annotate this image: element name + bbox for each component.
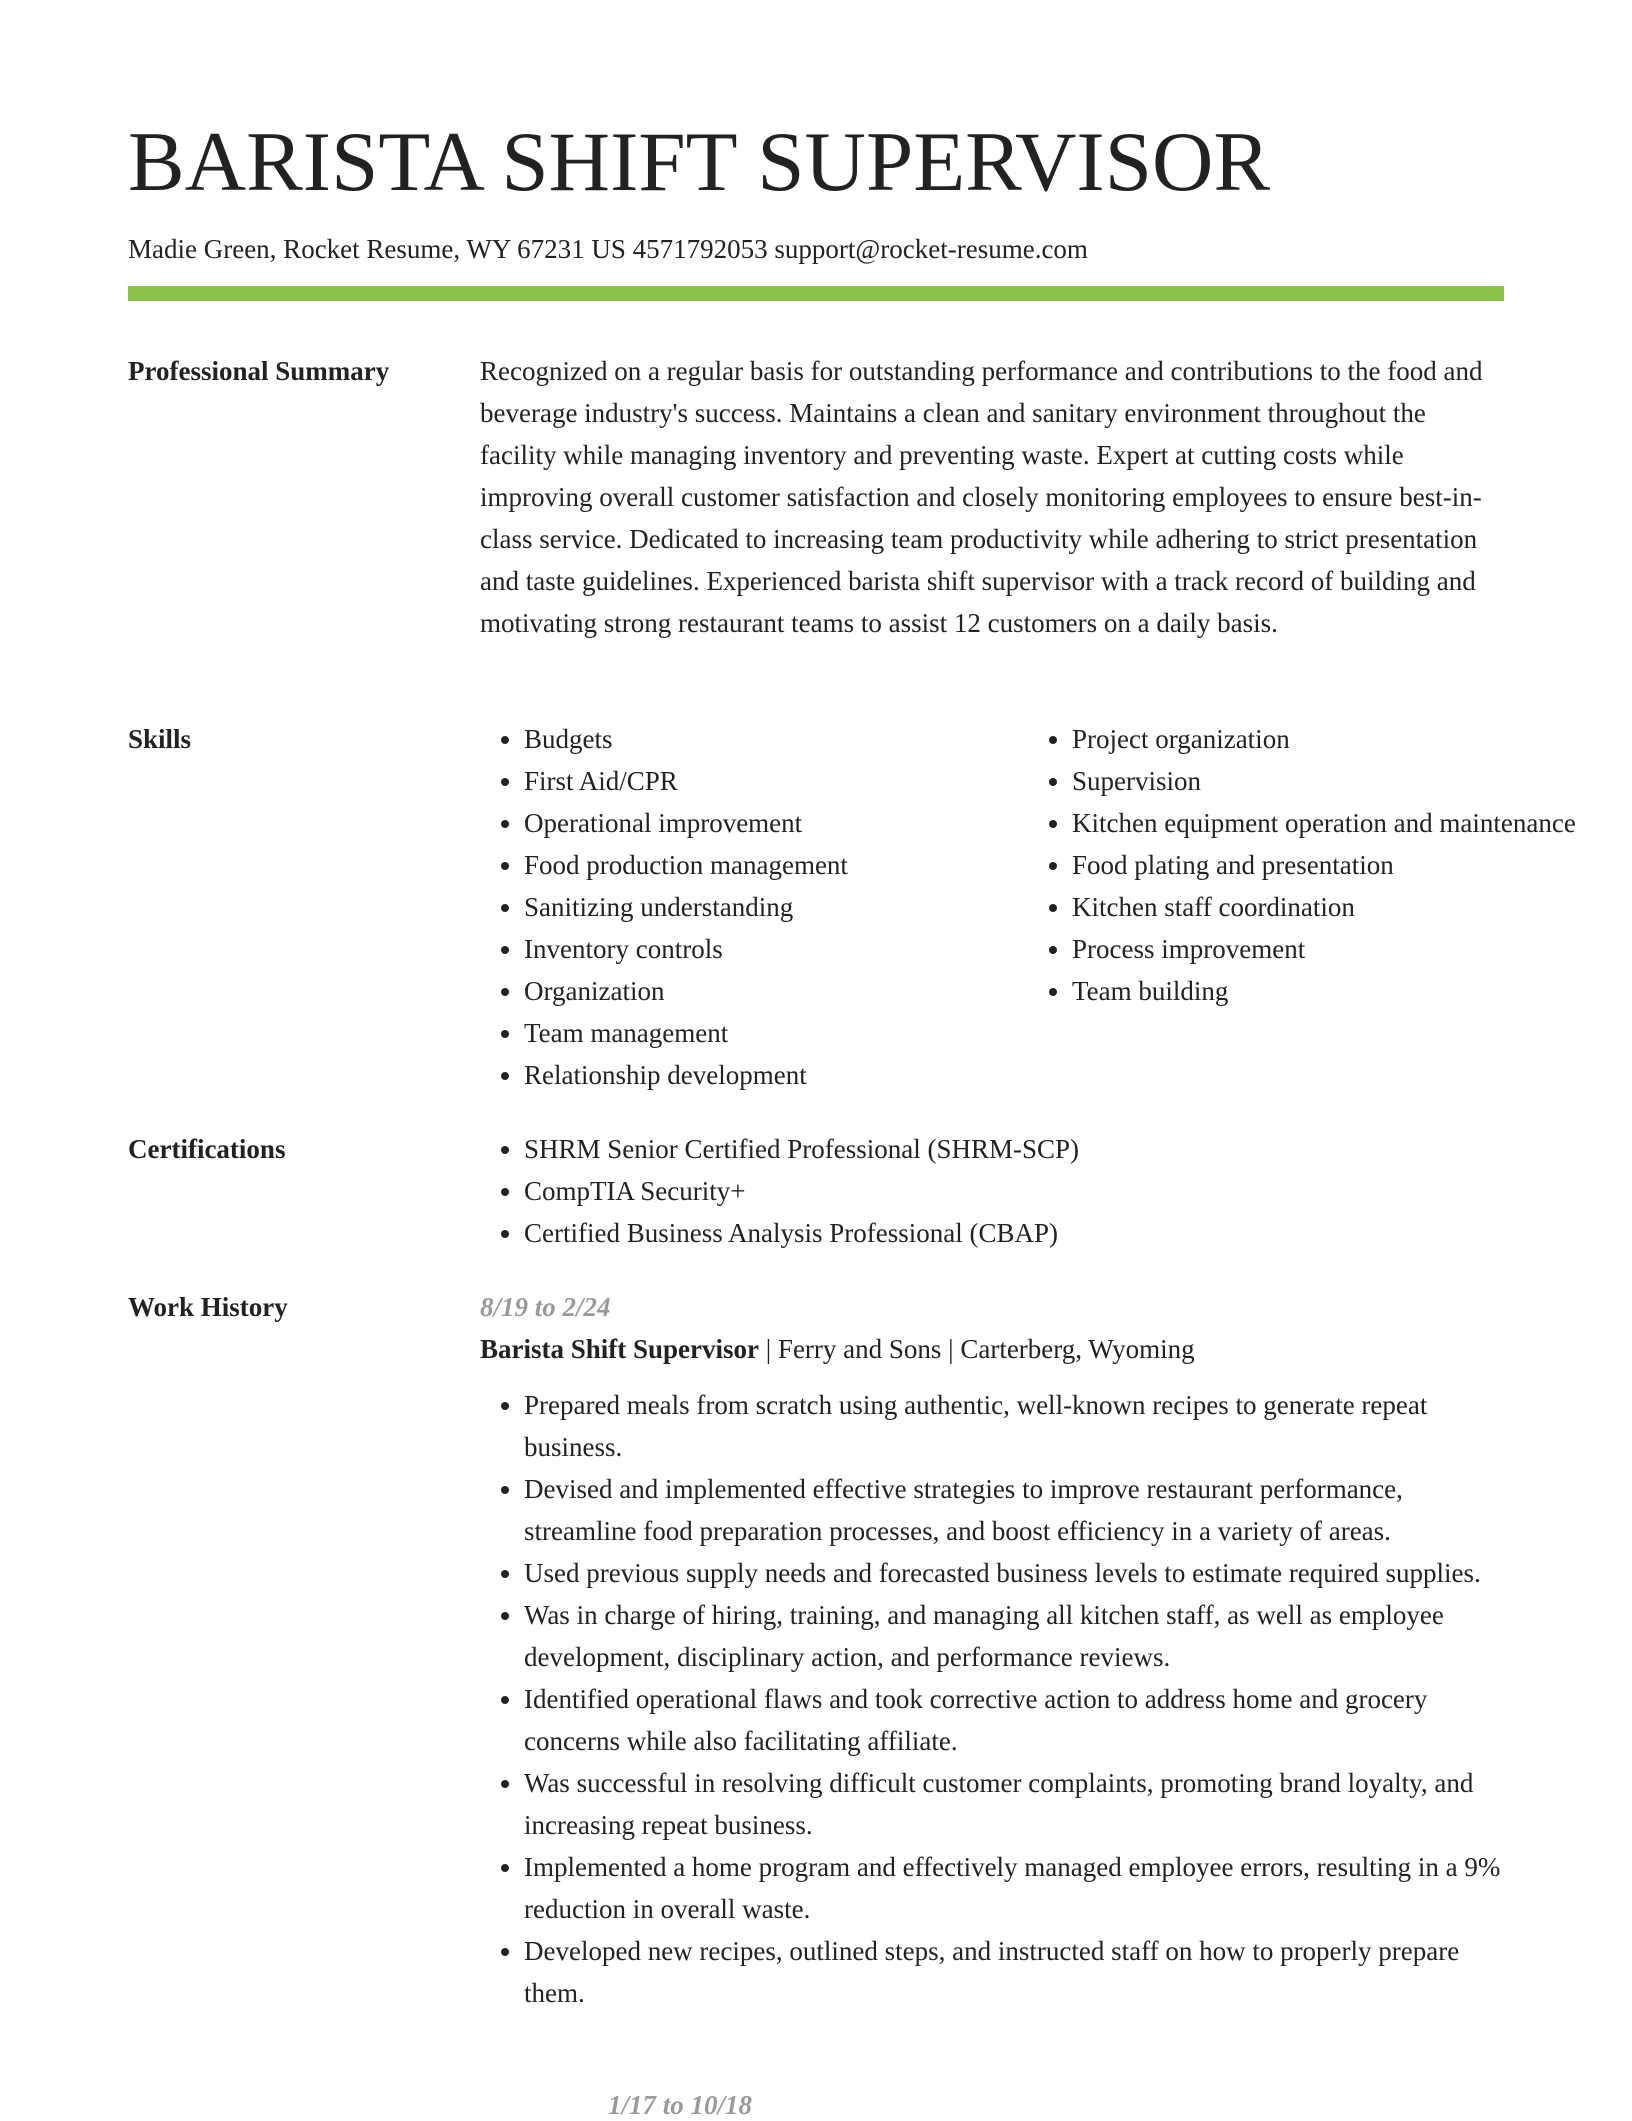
list-item: • Food production management xyxy=(524,844,1028,886)
page-title: BARISTA SHIFT SUPERVISOR xyxy=(128,115,1271,209)
job-dates: 8/19 to 2/24 xyxy=(480,1292,611,1322)
list-item: • Devised and implemented effective strategies to improve restaurant performance, streamline food preparation processes, and boost efficiency in a variety of areas. xyxy=(524,1468,1504,1552)
list-item: • Food plating and presentation xyxy=(1072,844,1576,886)
skills-list-right xyxy=(1028,718,1576,1096)
list-item: • Certified Business Analysis Professional (CBAP) xyxy=(524,1212,1504,1254)
list-item: • First Aid/CPR xyxy=(524,760,1028,802)
list-item: • Sanitizing understanding xyxy=(524,886,1028,928)
section-label: Certifications xyxy=(128,1134,286,1164)
list-item: • Team management xyxy=(524,1012,1028,1054)
list-item: • Supervision xyxy=(1072,760,1576,802)
contact-line: Madie Green, Rocket Resume, WY 67231 US 4571792053 support@rocket-resume.com xyxy=(128,234,1088,264)
list-item: • Used previous supply needs and forecasted business levels to estimate required supplies. xyxy=(524,1552,1504,1594)
list-item: • Team building xyxy=(1072,970,1576,1012)
summary-body xyxy=(480,350,1504,644)
list-item: • Kitchen staff coordination xyxy=(1072,886,1576,928)
summary-text: Recognized on a regular basis for outstanding performance and contributions to the food and beverage industry's success. Maintains a clean and sanitary environment throughout the facility while managing inventory and preventing waste. Expert at cutting costs while improving overall customer satisfaction and closely monitoring employees to ensure best-in-class service. Dedicated to increasing team productivity while adhering to strict presentation and taste guidelines. Experienced barista shift supervisor with a track record of building and motivating strong restaurant teams to assist 12 customers on a daily basis. xyxy=(480,356,1483,638)
section-label: Work History xyxy=(128,1292,288,1322)
list-item: • Organization xyxy=(524,970,1028,1012)
list-item: • Budgets xyxy=(524,718,1028,760)
work-history-body xyxy=(480,1286,1504,2014)
list-item: • Implemented a home program and effectively managed employee errors, resulting in a 9% reduction in overall waste. xyxy=(524,1846,1504,1930)
list-item: • Relationship development xyxy=(524,1054,1028,1096)
skills-list-left xyxy=(480,718,1028,1096)
certifications-list xyxy=(480,1128,1504,1254)
list-item: • Was successful in resolving difficult customer complaints, promoting brand loyalty, and increasing repeat business. xyxy=(524,1762,1504,1846)
section-label: Skills xyxy=(128,724,192,754)
list-item: • Prepared meals from scratch using authentic, well-known recipes to generate repeat business. xyxy=(524,1384,1504,1468)
list-item: • Identified operational flaws and took corrective action to address home and grocery concerns while also facilitating affiliate. xyxy=(524,1678,1504,1762)
job-heading xyxy=(480,1328,1504,1370)
list-item: • Operational improvement xyxy=(524,802,1028,844)
list-item: • Process improvement xyxy=(1072,928,1576,970)
job-title: Barista Shift Supervisor xyxy=(480,1334,760,1364)
list-item: • Was in charge of hiring, training, and managing all kitchen staff, as well as employee development, disciplinary action, and performance reviews. xyxy=(524,1594,1504,1678)
job-dates: 1/17 to 10/18 xyxy=(608,2090,753,2120)
job-bullets xyxy=(480,1384,1504,2014)
section-label: Professional Summary xyxy=(128,356,390,386)
skills-body xyxy=(480,718,1576,1096)
certifications-body xyxy=(480,1128,1504,1254)
list-item: • Kitchen equipment operation and maintenance xyxy=(1072,802,1576,844)
list-item: • Developed new recipes, outlined steps, and instructed staff on how to properly prepare them. xyxy=(524,1930,1504,2014)
job-employer-location: | Ferry and Sons | Carterberg, Wyoming xyxy=(759,1334,1195,1364)
list-item: • Project organization xyxy=(1072,718,1576,760)
header-divider xyxy=(128,286,1504,301)
list-item: • Inventory controls xyxy=(524,928,1028,970)
list-item: • SHRM Senior Certified Professional (SHRM-SCP) xyxy=(524,1128,1504,1170)
list-item: • CompTIA Security+ xyxy=(524,1170,1504,1212)
